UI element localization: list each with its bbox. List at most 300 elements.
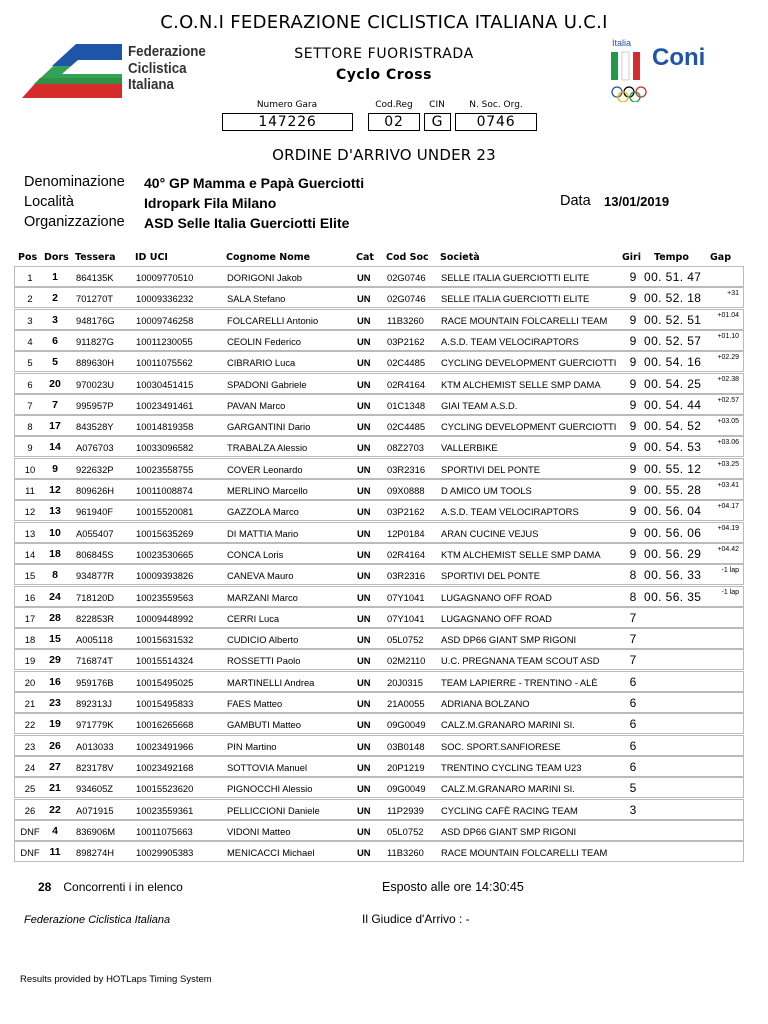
cell-uci: 10009770510 [136,272,194,283]
cell-giri: 9 [629,291,637,306]
cell-uci: 10009448992 [136,612,194,624]
cell-societa: U.C. PREGNANA TEAM SCOUT ASD [441,655,600,667]
table-row [14,735,744,756]
cell-societa: SELLE ITALIA GUERCIOTTI ELITE [441,272,590,283]
cell-dors: 26 [49,739,61,752]
cell-nome: CONCA Loris [227,548,284,560]
table-row [14,586,744,607]
cell-tempo: 00. 51. 47 [644,270,702,284]
cell-codsoc: 02R4164 [387,378,426,390]
cell-pos: 6 [27,378,33,390]
cell-pos: 2 [27,293,33,305]
cell-uci: 10015514324 [136,655,194,667]
cell-tempo: 00. 56. 29 [644,546,702,561]
esposto-text: Esposto alle ore 14:30:45 [382,880,524,894]
header-tessera: Tessera [75,252,116,263]
cell-nome: SPADONI Gabriele [227,378,307,390]
cell-dors: 3 [52,313,58,326]
cell-gap: +02.38 [717,375,739,383]
cell-societa: KTM ALCHEMIST SELLE SMP DAMA [441,548,601,560]
cell-gap: +03.05 [717,418,739,426]
cell-pos: 3 [27,314,33,326]
cell-gap: +02.57 [717,396,739,404]
cell-cat: UN [357,783,371,795]
table-row [14,394,744,415]
cell-cat: UN [357,421,371,433]
cell-nome: PELLICCIONI Daniele [227,804,320,816]
cell-societa: SELLE ITALIA GUERCIOTTI ELITE [441,293,590,305]
cell-cat: UN [357,485,371,496]
cell-nome: FAES Matteo [227,698,283,709]
cell-giri: 8 [629,589,637,604]
cell-dors: 2 [52,292,58,305]
cell-codsoc: 08Z2703 [387,442,425,454]
cell-dors: 29 [49,654,61,667]
cell-cat: UN [357,527,371,539]
cell-cat: UN [357,293,371,305]
cell-tessera: A055407 [76,527,114,539]
cell-tempo: 00. 52. 18 [644,291,702,306]
cell-dors: 27 [49,760,61,773]
cell-dors: 13 [49,505,61,518]
cell-societa: ARAN CUCINE VEJUS [441,527,539,539]
cell-giri: 7 [629,632,637,647]
fci-logo-line-3: Italiana [128,77,174,93]
cell-uci: 10011008874 [136,485,193,496]
cell-uci: 10015635269 [136,527,194,539]
cell-uci: 10011075562 [136,357,193,369]
header-codsoc: Cod Soc [386,252,429,263]
cell-codsoc: 03R2316 [387,463,426,475]
cell-nome: TRABALZA Alessio [227,442,308,454]
cell-nome: GAZZOLA Marco [227,506,299,518]
cell-tessera: A005118 [76,634,113,646]
table-row [14,266,744,287]
cell-tempo: 00. 56. 06 [644,525,702,540]
header-gap: Gap [710,252,732,263]
cell-societa: ADRIANA BOLZANO [441,698,530,709]
cell-societa: SPORTIVI DEL PONTE [441,463,540,475]
cell-codsoc: 20P1219 [387,761,425,773]
cell-codsoc: 09G0049 [387,719,426,731]
header-giri: Giri [622,252,641,263]
cell-uci: 10023558755 [136,463,194,475]
cell-societa: RACE MOUNTAIN FOLCARELLI TEAM [441,314,608,326]
cell-dors: 5 [52,356,58,369]
cell-tessera: 892313J [76,698,112,709]
header-societa: Società [440,252,480,263]
cell-societa: CYCLING DEVELOPMENT GUERCIOTTI [441,357,617,369]
cell-codsoc: 02R4164 [387,548,426,560]
cell-tessera: 922632P [76,463,114,475]
count-value: 28 [38,880,52,894]
cell-tessera: 843528Y [76,421,114,433]
cell-dors: 15 [49,633,61,646]
header-dors: Dors [44,252,69,263]
data-label: Data [560,193,591,209]
cell-pos: 5 [27,357,33,369]
table-row [14,692,744,713]
cell-dors: 19 [49,718,61,731]
page-title: ORDINE D'ARRIVO UNDER 23 [272,146,496,164]
cell-pos: 18 [24,634,36,646]
cell-cat: UN [357,804,371,816]
cod-reg-label: Cod.Reg [375,100,413,110]
cell-tempo: 00. 56. 33 [644,568,702,583]
cell-nome: DORIGONI Jakob [227,272,303,283]
table-row [14,841,744,862]
cell-codsoc: 02C4485 [387,357,426,369]
cell-uci: 10023491966 [136,740,194,752]
competitor-count [38,880,183,894]
cell-giri: 6 [629,696,637,710]
localita-value: Idropark Fila Milano [144,195,277,211]
cell-giri: 3 [629,802,637,817]
cell-tempo: 00. 56. 04 [644,504,702,519]
cell-nome: COVER Leonardo [227,463,303,475]
cell-codsoc: 02G0746 [387,272,426,283]
cell-dors: 21 [49,782,61,795]
cell-cat: UN [357,548,371,560]
cell-giri: 9 [629,440,637,455]
cell-pos: 21 [24,698,36,709]
cell-codsoc: 01C1348 [387,399,426,411]
cell-cat: UN [357,612,371,624]
cin-label: CIN [429,100,445,110]
header-nome: Cognome Nome [226,252,311,263]
cell-codsoc: 03P2162 [387,335,425,347]
cell-codsoc: 11P2939 [387,804,424,816]
cell-uci: 10014819358 [136,421,194,433]
cell-pos: DNF [20,825,40,837]
cell-tessera: 961940F [76,506,114,518]
cell-nome: ROSSETTI Paolo [227,655,301,667]
cell-societa: CYCLING DEVELOPMENT GUERCIOTTI [441,421,617,433]
cell-tessera: 959176B [76,676,114,688]
cell-giri: 6 [629,674,637,689]
results-provider: Results provided by HOTLaps Timing System [20,974,212,985]
cell-codsoc: 11B3260 [387,847,424,859]
cell-dors: 28 [49,611,61,624]
cell-pos: 17 [24,612,36,624]
cell-cat: UN [357,272,371,283]
federazione-footer: Federazione Ciclistica Italiana [24,914,171,926]
cell-codsoc: 02M2110 [387,655,426,667]
cell-giri: 9 [629,483,637,497]
cell-dors: 12 [49,484,61,496]
fci-logo-line-2: Ciclistica [128,60,187,77]
cell-pos: 8 [27,421,33,433]
cell-cat: UN [357,463,371,475]
soc-org-box: 0746 [455,113,537,131]
cell-tessera: 822853R [76,612,115,624]
discipline-label: Cyclo Cross [336,67,432,83]
table-row [14,628,744,649]
table-row [14,330,744,351]
cell-uci: 10011230055 [136,335,193,347]
cell-uci: 10023559361 [136,804,194,816]
cell-tessera: 864135K [76,272,114,283]
cell-cat: UN [357,506,371,518]
cell-dors: 1 [52,271,58,283]
cell-societa: D AMICO UM TOOLS [441,485,532,496]
cell-dors: 16 [49,675,61,688]
giudice-text: Il Giudice d'Arrivo : - [362,912,470,926]
cell-cat: UN [357,378,371,390]
localita-label: Località [24,194,74,210]
cin-box: G [424,113,451,131]
cell-nome: PIN Martino [227,740,277,752]
table-row [14,820,744,841]
numero-gara-box: 147226 [222,113,353,131]
cell-pos: 19 [24,655,36,667]
cell-cat: UN [357,442,371,454]
cell-pos: 1 [27,272,33,283]
cell-societa: LUGAGNANO OFF ROAD [441,612,552,624]
cell-dors: 6 [52,334,58,347]
denominazione-label: Denominazione [24,174,125,190]
cod-reg-box: 02 [368,113,420,131]
cell-uci: 10029905383 [136,847,194,859]
table-row [14,671,744,692]
cell-cat: UN [357,357,371,369]
cell-dors: 23 [49,697,61,709]
denominazione-value: 40° GP Mamma e Papà Guerciotti [144,175,365,191]
count-text: Concorrenti i in elenco [63,880,183,894]
cell-societa: ASD DP66 GIANT SMP RIGONI [441,825,577,837]
cell-codsoc: 02G0746 [387,293,426,305]
cell-giri: 5 [629,781,637,796]
cell-pos: 12 [24,506,36,518]
cell-tempo: 00. 56. 35 [644,589,702,604]
cell-tessera: 911827G [76,335,114,347]
coni-logo-text: Coni [652,44,706,71]
cell-tempo: 00. 54. 16 [644,355,702,370]
cell-cat: UN [357,698,371,709]
cell-societa: TEAM LAPIERRE - TRENTINO - ALÈ [441,676,598,688]
cell-societa: CYCLING CAFÈ RACING TEAM [441,804,578,816]
cell-pos: 16 [24,591,36,603]
cell-societa: A.S.D. TEAM VELOCIRAPTORS [441,335,579,347]
cell-codsoc: 21A0055 [387,698,425,709]
header-cat: Cat [356,252,374,263]
cell-nome: CANEVA Mauro [227,570,294,582]
cell-uci: 10023559563 [136,591,194,603]
cell-dors: 22 [49,803,61,816]
cell-tessera: 948176G [76,314,115,326]
cell-nome: MENICACCI Michael [227,847,315,859]
cell-tempo: 00. 55. 28 [644,483,702,497]
cell-tessera: 701270T [76,293,114,305]
table-row [14,351,744,372]
cell-uci: 10015520081 [136,506,194,518]
cell-tempo: 00. 52. 51 [644,312,702,327]
cell-dors: 11 [49,846,61,859]
table-row [14,500,744,521]
cell-societa: VALLERBIKE [441,442,498,454]
cell-societa: SPORTIVI DEL PONTE [441,570,540,582]
coni-logo [606,38,724,104]
coni-logo-small-text: Italia [612,38,632,48]
cell-cat: UN [357,825,371,837]
cell-tessera: 898274H [76,847,115,859]
fci-logo-line-1: Federazione [128,44,206,60]
cell-cat: UN [357,399,371,411]
cell-pos: 20 [24,676,36,688]
cell-giri: 9 [629,461,637,476]
cell-codsoc: 12P0184 [387,527,425,539]
cell-societa: SOC. SPORT.SANFIORESE [441,740,561,752]
cell-giri: 9 [629,312,637,327]
cell-nome: CIBRARIO Luca [227,357,296,369]
cell-nome: CUDICIO Alberto [227,634,299,646]
cell-nome: CEOLIN Federico [227,335,301,347]
cell-giri: 9 [629,397,637,412]
cell-nome: PAVAN Marco [227,399,286,411]
settore-label: SETTORE FUORISTRADA [294,46,474,62]
cell-tessera: 995957P [76,399,114,411]
cell-dors: 10 [49,526,61,539]
cell-societa: A.S.D. TEAM VELOCIRAPTORS [441,506,579,518]
cell-dors: 4 [52,824,58,837]
cell-pos: 7 [27,399,33,411]
cell-codsoc: 09G0049 [387,783,426,795]
cell-gap: +01.04 [717,311,739,319]
table-row [14,287,744,308]
cell-cat: UN [357,761,371,773]
cell-gap: -1 lap [721,567,739,575]
cell-cat: UN [357,570,371,582]
table-row [14,522,744,543]
cell-tessera: 836906M [76,825,116,837]
cell-codsoc: 03P2162 [387,506,425,518]
cell-giri: 9 [629,546,637,561]
cell-codsoc: 05L0752 [387,825,424,837]
cell-giri: 9 [629,504,637,519]
table-row [14,607,744,628]
cell-cat: UN [357,676,371,688]
cell-tessera: A071915 [76,804,114,816]
cell-cat: UN [357,655,371,667]
cell-codsoc: 03B0148 [387,740,425,752]
cell-tessera: 809626H [76,485,115,496]
cell-uci: 10015495025 [136,676,194,688]
cell-gap: +04.42 [717,545,739,553]
cell-giri: 9 [629,525,637,540]
cell-nome: DI MATTIA Mario [227,527,299,539]
cell-giri: 6 [629,717,637,732]
cell-cat: UN [357,335,371,347]
cell-tessera: 823178V [76,761,114,773]
cell-societa: LUGAGNANO OFF ROAD [441,591,552,603]
cell-uci: 10015523620 [136,783,194,795]
cell-cat: UN [357,634,371,646]
cell-tessera: 718120D [76,591,115,603]
cell-uci: 10015631532 [136,634,194,646]
cell-nome: MARZANI Marco [227,591,298,603]
table-row [14,373,744,394]
cell-pos: 22 [24,719,36,731]
cell-nome: FOLCARELLI Antonio [227,314,319,326]
cell-uci: 10009746258 [136,314,194,326]
coni-flag-icon [608,50,648,84]
cell-gap: +31 [727,290,739,298]
cell-tempo: 00. 54. 44 [644,397,702,412]
cell-codsoc: 07Y1041 [387,612,425,624]
cell-pos: 4 [27,335,33,347]
cell-societa: RACE MOUNTAIN FOLCARELLI TEAM [441,847,608,859]
cell-uci: 10033096582 [136,442,194,454]
table-row [14,415,744,436]
table-row [14,649,744,670]
table-row [14,543,744,564]
cell-codsoc: 07Y1041 [387,591,425,603]
cell-cat: UN [357,740,371,752]
cell-gap: +03.06 [717,439,739,447]
cell-uci: 10011075663 [136,825,193,837]
cell-pos: 15 [24,570,36,582]
table-header [14,252,744,266]
cell-dors: 14 [49,441,61,454]
cell-tessera: 934877R [76,570,115,582]
table-row [14,309,744,330]
cell-uci: 10023530665 [136,548,194,560]
cell-tempo: 00. 55. 12 [644,461,702,476]
cell-giri: 9 [629,419,637,434]
results-table [14,266,744,864]
cell-uci: 10009393826 [136,570,194,582]
cell-societa: GIAI TEAM A.S.D. [441,399,518,411]
cell-codsoc: 11B3260 [387,314,424,326]
cell-uci: 10023492168 [136,761,194,773]
cell-pos: 24 [24,761,36,773]
cell-giri: 6 [629,738,637,753]
cell-tessera: A013033 [76,740,114,752]
cell-giri: 7 [629,653,637,668]
cell-codsoc: 20J0315 [387,676,423,688]
table-row [14,713,744,734]
cell-giri: 9 [629,333,637,348]
numero-gara-label: Numero Gara [256,100,318,110]
cell-tessera: 971779K [76,719,114,731]
cell-tessera: 806845S [76,548,114,560]
cell-codsoc: 09X0888 [387,485,425,496]
cell-cat: UN [357,719,371,731]
cell-giri: 6 [629,759,637,774]
cell-pos: 26 [24,804,36,816]
header-tempo: Tempo [654,252,689,263]
cell-pos: 25 [24,783,36,795]
organizzazione-label: Organizzazione [24,214,125,230]
cell-tessera: 716874T [76,655,114,667]
cell-cat: UN [357,847,371,859]
cell-pos: 10 [24,463,36,475]
cell-societa: KTM ALCHEMIST SELLE SMP DAMA [441,378,601,390]
cell-nome: CERRI Luca [227,612,280,624]
cell-codsoc: 05L0752 [387,634,424,646]
soc-org-label: N. Soc. Org. [469,100,523,110]
cell-societa: ASD DP66 GIANT SMP RIGONI [441,634,577,646]
cell-tempo: 00. 54. 52 [644,419,702,434]
cell-dors: 20 [49,377,61,390]
table-row [14,564,744,585]
organizzazione-value: ASD Selle Italia Guerciotti Elite [144,215,350,231]
cell-gap: +04.17 [717,503,739,511]
cell-uci: 10016265668 [136,719,194,731]
cell-giri: 8 [629,568,637,583]
cell-uci: 10009336232 [136,293,194,305]
cell-tessera: 970023U [76,378,115,390]
